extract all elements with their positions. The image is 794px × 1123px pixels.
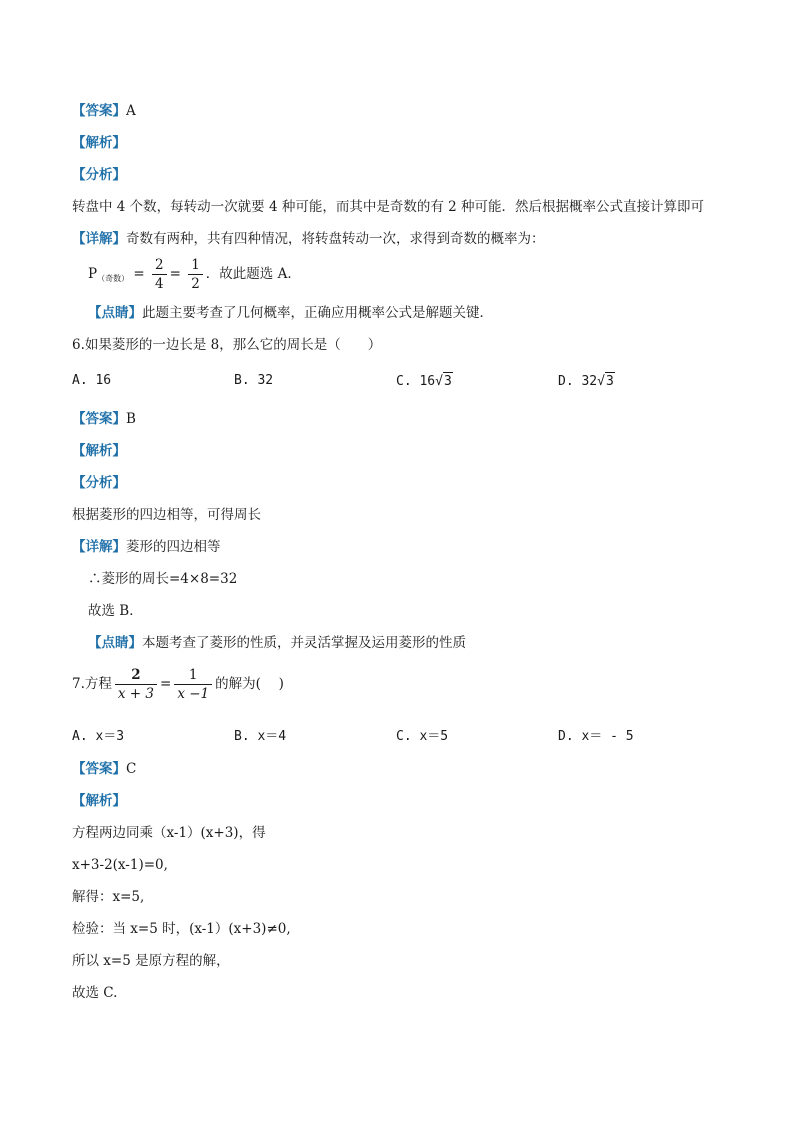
fraction-2-over-x-plus-3: $\frac{2}{x + 3}$	[115, 666, 157, 703]
q7-option-d: D. x＝ - 5	[558, 729, 634, 744]
formula-equals: =	[133, 266, 145, 282]
detail-text: 菱形的四边相等	[126, 539, 221, 555]
fenxi-text: 转盘中 4 个数，每转动一次就要 4 种可能，而其中是奇数的有 2 种可能．然后根据概率公式直接计算即可	[72, 199, 705, 215]
fraction-1-over-x-minus-1: $\frac{1}{x -1}$	[174, 666, 212, 703]
q7-analysis-heading	[72, 792, 126, 810]
q6-answer-line	[72, 410, 136, 428]
detail-line	[72, 230, 545, 248]
detail-tag: 【详解】	[72, 539, 126, 555]
fenxi-tag: 【分析】	[72, 475, 126, 491]
comment-text: 此题主要考查了几何概率，正确应用概率公式是解题关键．	[142, 305, 493, 321]
sqrt-symbol: √3	[435, 374, 452, 389]
comment-line	[88, 304, 493, 322]
q7-option-a: A. x＝3	[72, 729, 125, 744]
q6-option-c: C. 16√3	[396, 374, 452, 389]
q7-answer-line	[72, 760, 136, 778]
q6-step-1: ∴菱形的周长=4×8=32	[88, 571, 238, 587]
q6-option-b: B. 32	[234, 373, 274, 388]
q6-option-a: A. 16	[72, 373, 112, 388]
sqrt-symbol: √3	[597, 374, 614, 389]
answer-value: C	[126, 761, 137, 777]
answer-tag: 【答案】	[72, 761, 126, 777]
detail-tag: 【详解】	[72, 231, 126, 247]
q6-option-d: D. 32√3	[558, 374, 614, 389]
q7-option-b: B. x＝4	[234, 729, 287, 744]
q7-prefix: 7.方程	[72, 676, 112, 692]
analysis-tag: 【解析】	[72, 793, 126, 809]
q7-equals: =	[160, 676, 172, 692]
probability-formula	[88, 256, 301, 293]
fraction-1-2: $\frac{1}{2}$	[188, 256, 203, 293]
q6-analysis-heading	[72, 442, 126, 460]
q7-solution-line: 故选 C.	[72, 985, 118, 1001]
q6-detail-line	[72, 538, 221, 556]
fenxi-tag: 【分析】	[72, 167, 126, 183]
analysis-heading	[72, 134, 126, 152]
formula-tail: ．故此题选 A．	[205, 266, 301, 282]
q7-solution-line: 方程两边同乘（x-1）(x+3)，得	[72, 825, 266, 841]
comment-tag: 【点睛】	[88, 635, 142, 651]
q7-solution-line: 所以 x=5 是原方程的解，	[72, 953, 230, 969]
formula-p: P	[88, 266, 98, 282]
answer-tag: 【答案】	[72, 411, 126, 427]
q7-solution-line: x+3-2(x-1)=0,	[72, 857, 168, 873]
q6-fenxi-text: 根据菱形的四边相等，可得周长	[72, 507, 261, 523]
comment-tag: 【点睛】	[88, 305, 142, 321]
q7-solution-line: 解得：x=5,	[72, 889, 145, 905]
analysis-tag: 【解析】	[72, 135, 126, 151]
detail-text: 奇数有两种，共有四种情况，将转盘转动一次，求得到奇数的概率为：	[126, 231, 545, 247]
formula-equals-2: =	[169, 266, 181, 282]
q6-question: 6.如果菱形的一边长是 8，那么它的周长是（ ）	[72, 337, 382, 353]
q7-option-c: C. x＝5	[396, 729, 449, 744]
answer-tag: 【答案】	[72, 103, 126, 119]
q7-suffix: 的解为( )	[215, 676, 284, 692]
answer-value: A	[126, 103, 136, 119]
analysis-tag: 【解析】	[72, 443, 126, 459]
comment-text: 本题考查了菱形的性质，并灵活掌握及运用菱形的性质	[142, 635, 466, 651]
formula-subscript: （奇数）	[97, 274, 130, 283]
fenxi-heading	[72, 166, 126, 184]
q6-fenxi-heading	[72, 474, 126, 492]
answer-line	[72, 102, 136, 120]
answer-value: B	[126, 411, 136, 427]
q7-question	[72, 666, 284, 703]
q6-comment-line	[88, 634, 466, 652]
q7-solution-line: 检验：当 x=5 时，(x-1）(x+3)≠0,	[72, 921, 291, 937]
fraction-2-4: $\frac{2}{4}$	[152, 256, 167, 293]
q6-step-2: 故选 B．	[88, 603, 143, 619]
